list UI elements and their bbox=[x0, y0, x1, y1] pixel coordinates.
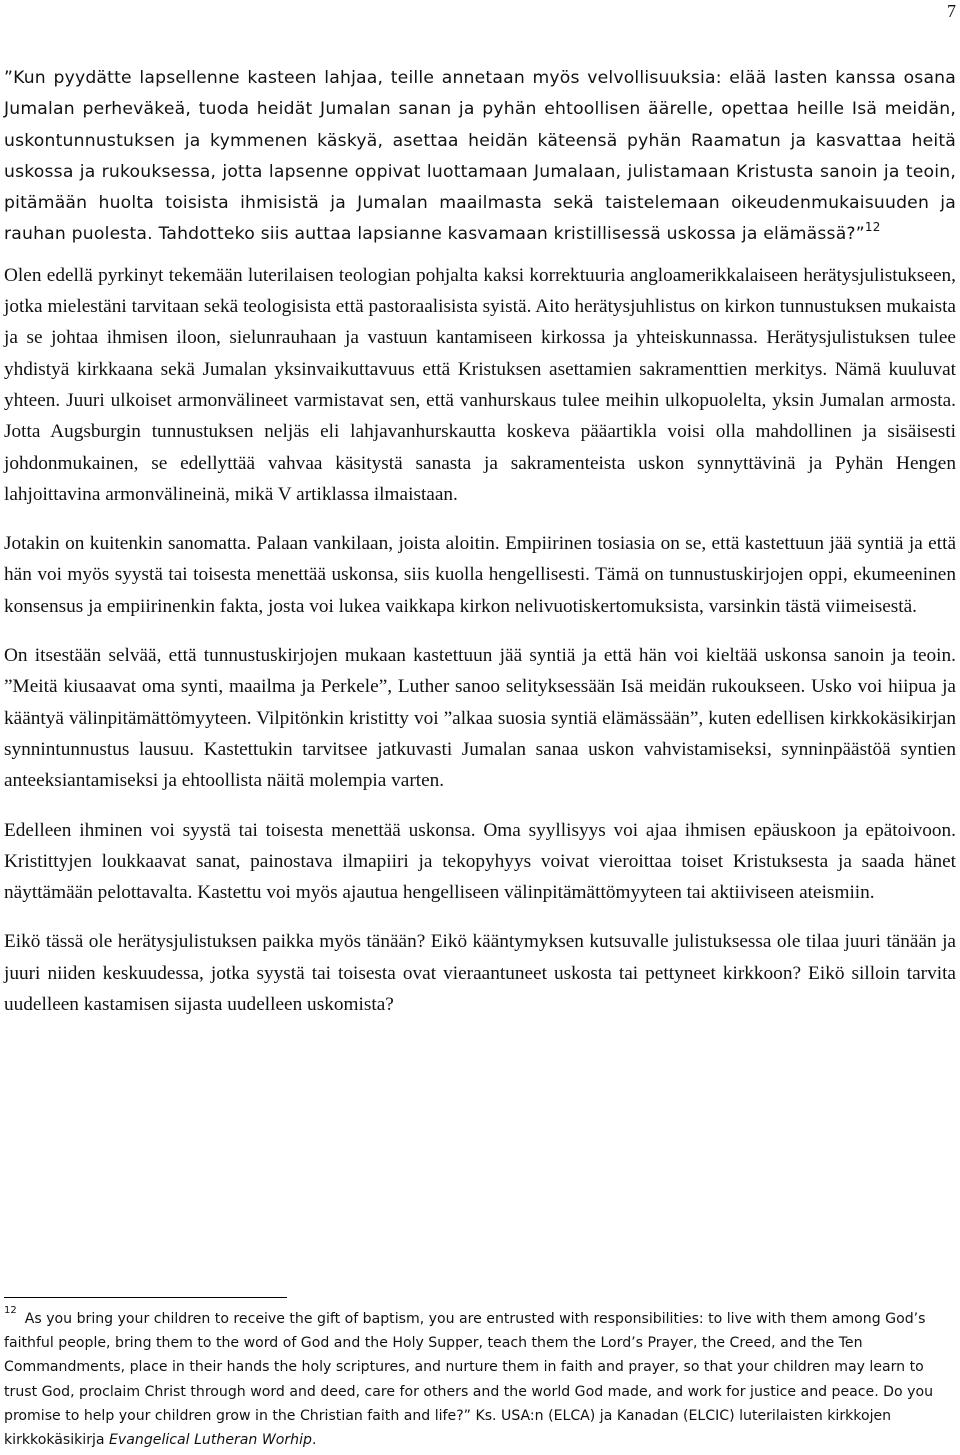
page-number: 7 bbox=[947, 1, 956, 21]
baptism-quote-text: ”Kun pyydätte lapsellenne kasteen lahjaa, teille annetaan myös velvollisuuksia: elää lasten kanssa osana Jumalan perheväkeä, tuoda heidät Jumalan sanan ja pyhän ehtoollisen äärelle, opettaa heille Isä meidän, uskontunnustuksen ja kymmenen käskyä, asettaa heidän käteensä pyhän Raamatun ja kasvattaa heitä uskossa ja rukouksessa, jotta lapsenne oppivat luottamaan Jumalaan, julistamaan Kristusta sanoin ja teoin, pitämään huolta toisista ihmisistä ja Jumalan maailmasta sekä taistelemaan oikeudenmukaisuuden ja rauhan puolesta. Tahdotteko siis auttaa lapsianne kasvamaan kristillisessä uskossa ja elämässä?” bbox=[4, 68, 956, 245]
footnote bbox=[4, 1307, 952, 1452]
body-paragraph: Eikö tässä ole herätysjulistuksen paikka myös tänään? Eikö kääntymyksen kutsuvalle julistuksessa ole tilaa juuri tänään ja juuri niiden keskuudessa, jotka syystä tai toisesta ovat vieraantuneet uskosta tai pettyneet kirkkoon? Eikö silloin tarvita uudelleen kastamisen sijasta uudelleen uskomista? bbox=[4, 931, 956, 1016]
footnote-book-title: Evangelical Lutheran Worhip bbox=[109, 1432, 312, 1449]
footnote-number: 12 bbox=[4, 1305, 17, 1317]
body-paragraph: Jotakin on kuitenkin sanomatta. Palaan vankilaan, joista aloitin. Empiirinen tosiasia on se, että kastettuun jää syntiä ja että hän voi myös syystä tai toisesta menettää uskonsa, siis kuolla hengellisesti. Tämä on tunnustuskirjojen oppi, ekumeeninen konsensus ja empiirinenkin fakta, josta voi lukea vaikkapa kirkon nelivuotiskertomuksista, varsinkin tästä viimeisestä. bbox=[4, 533, 956, 617]
baptism-quote-paragraph bbox=[4, 63, 956, 251]
footnote-reference[interactable]: 12 bbox=[864, 219, 881, 234]
body-paragraph: Edelleen ihminen voi syystä tai toisesta menettää uskonsa. Oma syyllisyys voi ajaa ihmisen epäuskoon ja epätoivoon. Kristittyjen loukkaavat sanat, painostava ilmapiiri ja tekopyhyys voivat vieroittaa toiset Kristuksesta ja saada hänet näyttämään pelottavalta. Kastettu voi myös ajautua hengelliseen välinpitämättömyyteen tai aktiiviseen ateismiin. bbox=[4, 819, 956, 904]
footnote-separator bbox=[4, 1297, 287, 1298]
footnote-end: . bbox=[311, 1432, 317, 1449]
document-body bbox=[4, 63, 956, 1038]
footnote-text: As you bring your children to receive the gift of baptism, you are entrusted with responsibilities: to live with them among God’s faithful people, bring them to the word of God and the Holy Supper, teach them the Lord’s Prayer, the Creed, and the Ten Commandments, place in their hands the holy scriptures, and nurture them in faith and prayer, so that your children may learn to trust God, proclaim Christ through word and deed, care for others and the world God made, and work for justice and peace. Do you promise to help your children grow in the Christian faith and life?” Ks. USA:n (ELCA) ja Kanadan (ELCIC) luterilaisten kirkkojen kirkkokäsikirja bbox=[4, 1311, 934, 1449]
body-paragraph: Olen edellä pyrkinyt tekemään luterilaisen teologian pohjalta kaksi korrektuuria angloamerikkalaiseen herätysjulistukseen, jotka mielestäni tarvitaan sekä teologisista että pastoraalisista syistä. Aito herätysjuhlistus on kirkon tunnustuksen mukaista ja se johtaa ihmisen iloon, sielunrauhaan ja vastuun kantamiseen kirkossa ja yhteiskunnassa. Herätysjulistuksen tulee yhdistyä kirkkaana sekä Jumalan yksinvaikuttavuus että Kristuksen asettamien sakramenttien merkitys. Nämä kuuluvat yhteen. Juuri ulkoiset armonvälineet varmistavat sen, että vanhurskaus tulee meihin ulkopuolelta, yksin Jumalan armosta. Jotta Augsburgin tunnustuksen neljäs eli lahjavanhurskautta koskeva pääartikla voisi olla mahdollinen ja sisäisesti johdonmukainen, se edellyttää vahvaa käsitystä sanasta ja sakramenteista uskon synnyttävinä ja Pyhän Hengen lahjoittavina armonvälineinä, mikä V artiklassa ilmaistaan. bbox=[4, 264, 956, 505]
body-paragraph: On itsestään selvää, että tunnustuskirjojen mukaan kastettuun jää syntiä ja että hän voi kieltää uskonsa sanoin ja teoin. ”Meitä kiusaavat oma synti, maailma ja Perkele”, Luther sanoo selityksessään Isä meidän rukoukseen. Usko voi hiipua ja kääntyä välinpitämättömyyteen. Vilpitönkin kristitty voi ”alkaa suosia syntiä elämässään”, kuten edellisen kirkkokäsikirjan synnintunnustus lausuu. Kastettukin tarvitsee jatkuvasti Jumalan sanaa uskon vahvistamiseksi, synninpäästöä syntien anteeksiantamiseksi ja ehtoollista näitä molempia varten. bbox=[4, 645, 956, 792]
